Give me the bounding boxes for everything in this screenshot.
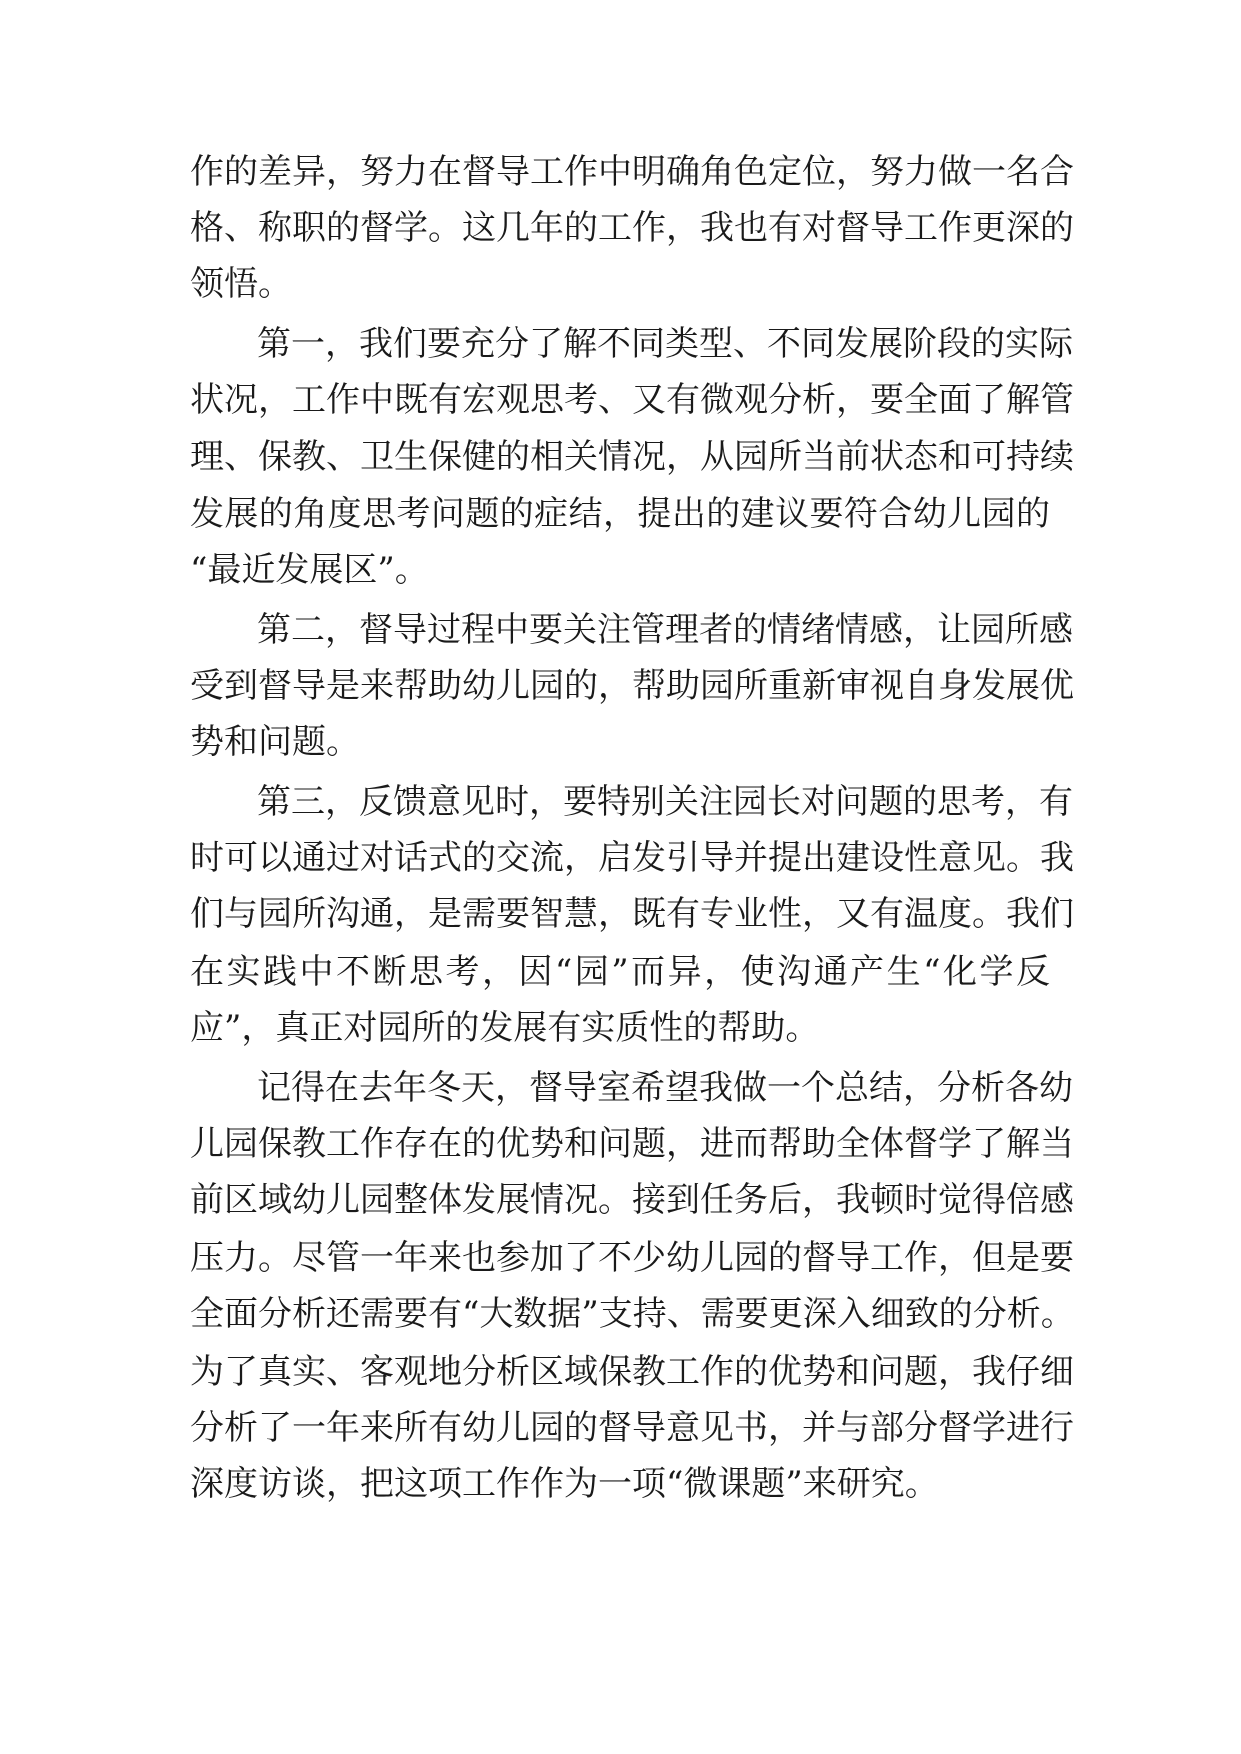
- text-line: 深度访谈，把这项工作作为一项“微课题”来研究。: [190, 1464, 939, 1504]
- text-line: 应”，真正对园所的发展有实质性的帮助。: [190, 1008, 820, 1048]
- text-line: “最近发展区”。: [190, 550, 429, 590]
- paragraph-first-line: 第一，我们要充分了解不同类型、不同发展阶段的实际: [257, 324, 1073, 364]
- text-line: 们与园所沟通，是需要智慧，既有专业性，又有温度。我们: [190, 894, 1074, 934]
- text-line: 状况，工作中既有宏观思考、又有微观分析，要全面了解管: [190, 380, 1074, 420]
- text-line: 作的差异，努力在督导工作中明确角色定位，努力做一名合: [190, 152, 1074, 192]
- text-line: 全面分析还需要有“大数据”支持、需要更深入细致的分析。: [190, 1294, 1075, 1334]
- text-line: 儿园保教工作存在的优势和问题，进而帮助全体督学了解当: [190, 1124, 1074, 1164]
- text-line: 时可以通过对话式的交流，启发引导并提出建设性意见。我: [190, 838, 1074, 878]
- text-line: 压力。尽管一年来也参加了不少幼儿园的督导工作，但是要: [190, 1238, 1074, 1278]
- text-line: 领悟。: [190, 264, 292, 304]
- paragraph-first-line: 第三，反馈意见时，要特别关注园长对问题的思考，有: [257, 782, 1073, 822]
- text-line: 前区域幼儿园整体发展情况。接到任务后，我顿时觉得倍感: [190, 1180, 1074, 1220]
- text-line: 分析了一年来所有幼儿园的督导意见书，并与部分督学进行: [190, 1408, 1074, 1448]
- paragraph-first-line: 第二，督导过程中要关注管理者的情绪情感，让园所感: [257, 610, 1073, 650]
- text-line: 发展的角度思考问题的症结，提出的建议要符合幼儿园的: [190, 494, 1050, 534]
- text-line: 在实践中不断思考，因“园”而异，使沟通产生“化学反: [190, 952, 1050, 992]
- text-line: 格、称职的督学。这几年的工作，我也有对督导工作更深的: [190, 208, 1074, 248]
- text-line: 为了真实、客观地分析区域保教工作的优势和问题，我仔细: [190, 1352, 1074, 1392]
- text-line: 势和问题。: [190, 722, 360, 762]
- paragraph-first-line: 记得在去年冬天，督导室希望我做一个总结，分析各幼: [257, 1068, 1073, 1108]
- text-line: 理、保教、卫生保健的相关情况，从园所当前状态和可持续: [190, 437, 1074, 477]
- text-line: 受到督导是来帮助幼儿园的，帮助园所重新审视自身发展优: [190, 666, 1074, 706]
